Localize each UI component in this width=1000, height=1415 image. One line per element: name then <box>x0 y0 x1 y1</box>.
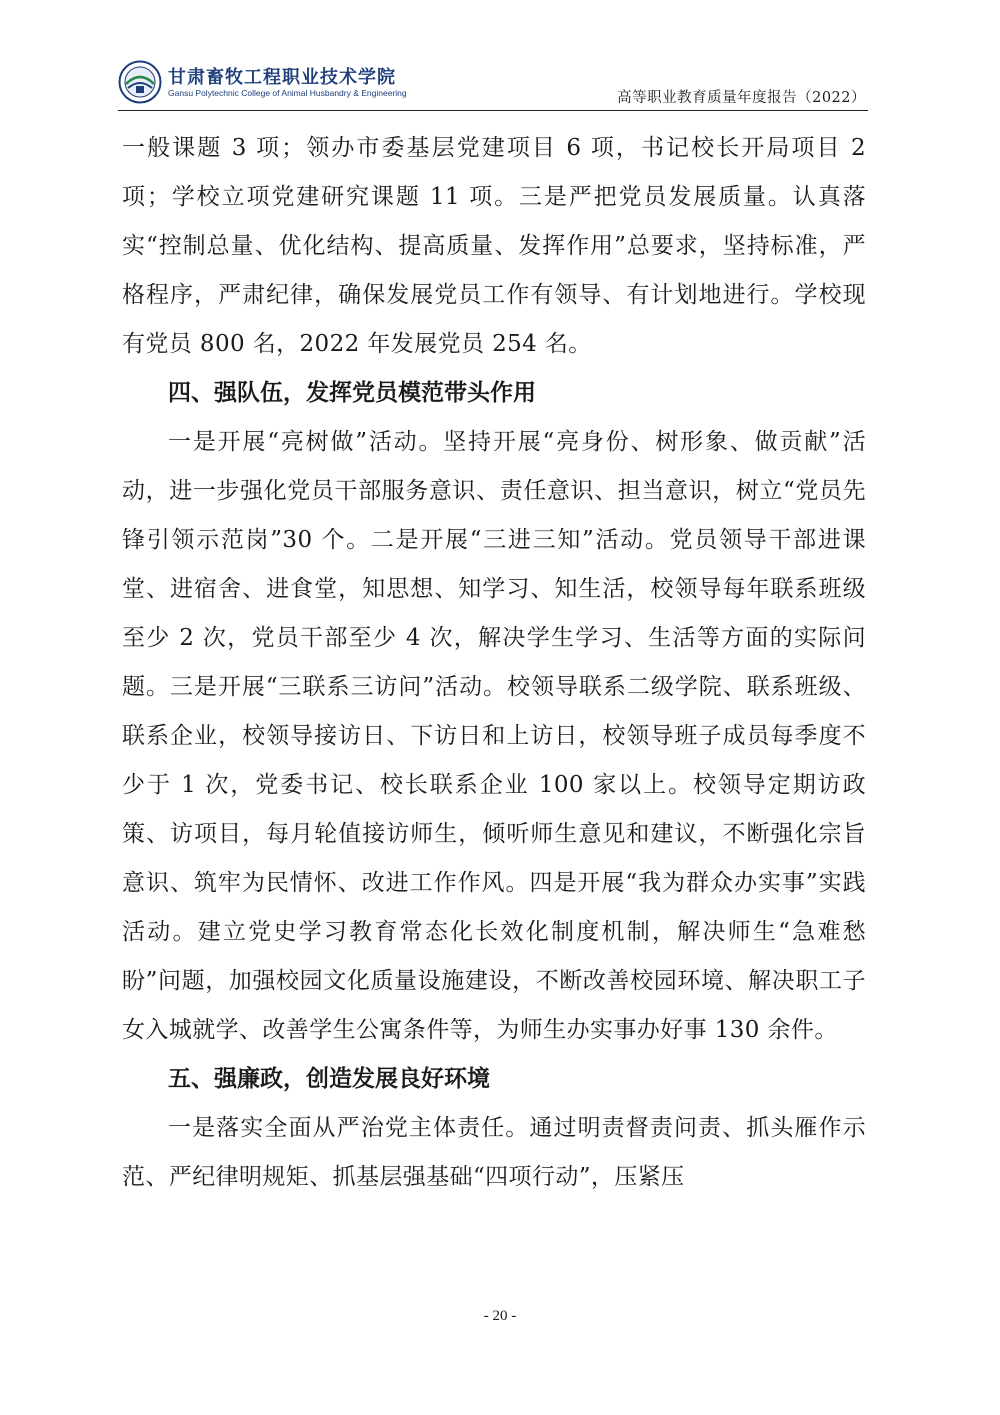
school-name-cn: 甘肃畜牧工程职业技术学院 <box>168 67 396 88</box>
report-title: 高等职业教育质量年度报告（2022） <box>617 90 866 106</box>
page-number: - 20 - <box>483 1308 517 1324</box>
section-heading-4: 四、强队伍，发挥党员模范带头作用 <box>168 380 536 406</box>
school-name-en: Gansu Polytechnic College of Animal Husbandry & Engineering <box>168 88 407 98</box>
document-body <box>122 124 866 1202</box>
paragraph-1: 一般课题 3 项；领办市委基层党建项目 6 项，书记校长开局项目 2 项；学校立项党建研究课题 11 项。三是严把党员发展质量。认真落实“控制总量、优化结构、提高质量、发挥作用”总要求，坚持标准，严格程序，严肃纪律，确保发展党员工作有领导、有计划地进行。学校现有党员 800 名，2022 年发展党员 254 名。 <box>122 135 866 357</box>
school-emblem-icon <box>118 60 162 104</box>
section-heading-5: 五、强廉政，创造发展良好环境 <box>168 1066 490 1092</box>
paragraph-3: 一是落实全面从严治党主体责任。通过明责督责问责、抓头雁作示范、严纪律明规矩、抓基层强基础“四项行动”，压紧压 <box>122 1115 866 1190</box>
paragraph-2: 一是开展“亮树做”活动。坚持开展“亮身份、树形象、做贡献”活动，进一步强化党员干部服务意识、责任意识、担当意识，树立“党员先锋引领示范岗”30 个。二是开展“三进三知”活动。党员领导干部进课堂、进宿舍、进食堂，知思想、知学习、知生活，校领导每年联系班级至少 2 次，党员干部至少 4 次，解决学生学习、生活等方面的实际问题。三是开展“三联系三访问”活动。校领导联系二级学院、联系班级、联系企业，校领导接访日、下访日和上访日，校领导班子成员每季度不少于 1 次，党委书记、校长联系企业 100 家以上。校领导定期访政策、访项目，每月轮值接访师生，倾听师生意见和建议，不断强化宗旨意识、筑牢为民情怀、改进工作作风。四是开展“我为群众办实事”实践活动。建立党史学习教育常态化长效化制度机制，解决师生“急难愁盼”问题，加强校园文化质量设施建设，不断改善校园环境、解决职工子女入城就学、改善学生公寓条件等，为师生办实事办好事 130 余件。 <box>122 429 866 1043</box>
page-header <box>118 58 868 111</box>
